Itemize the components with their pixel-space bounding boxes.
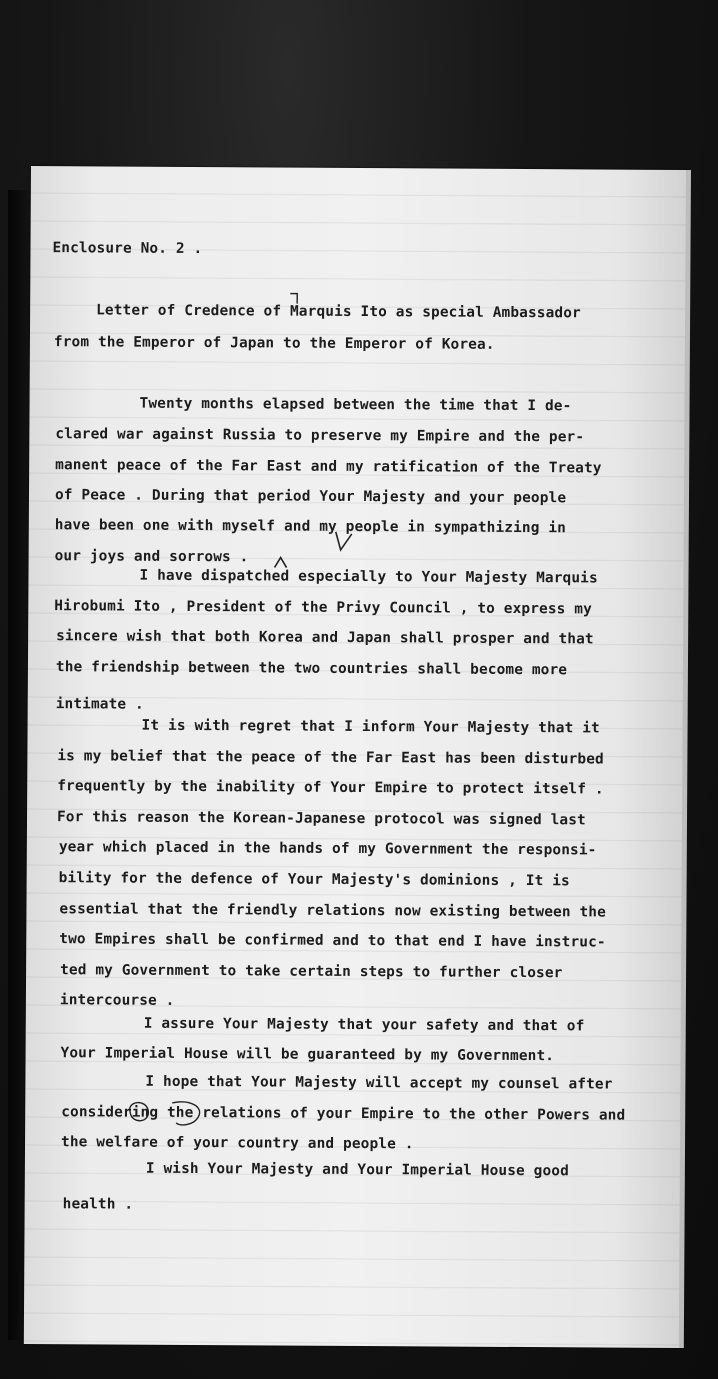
body-line: the welfare of your country and people .: [60, 1134, 414, 1153]
body-line: Twenty months elapsed between the time that I de-: [139, 395, 572, 415]
body-line: Your Imperial House will be guaranteed by my Government.: [60, 1045, 555, 1065]
body-line: manent peace of the Far East and my ratification of the Treaty: [55, 457, 602, 477]
body-line: is my belief that the peace of the Far East has been disturbed: [57, 748, 604, 768]
document-text: [49, 166, 673, 1213]
body-line: two Empires shall be confirmed and to that end I have instruc-: [59, 931, 606, 951]
body-line: ted my Government to take certain steps to further closer: [60, 962, 563, 982]
body-line: I wish Your Majesty and Your Imperial House good: [145, 1160, 569, 1180]
body-line: essential that the friendly relations now existing between the: [59, 901, 606, 921]
title-line-1: Letter of Credence of Marquis Ito as special Ambassador: [96, 302, 581, 322]
body-line: health .: [62, 1196, 134, 1213]
body-line: have been one with myself and my people in sympathizing in: [54, 517, 567, 537]
body-line: considering the relations of your Empire to the other Powers and: [61, 1104, 626, 1124]
body-line: I hope that Your Majesty will accept my counsel after: [145, 1073, 613, 1093]
body-line: intimate .: [55, 696, 144, 713]
body-line: intercourse .: [59, 992, 175, 1009]
title-line-2: from the Emperor of Japan to the Emperor of Korea.: [53, 334, 495, 353]
body-line: year which placed in the hands of my Government the responsi-: [58, 839, 597, 859]
body-line: It is with regret that I inform Your Majesty that it: [141, 717, 600, 737]
body-line: I assure Your Majesty that your safety and that of: [143, 1015, 585, 1035]
body-line: Hirobumi Ito , President of the Privy Council , to express my: [54, 598, 593, 618]
body-line: clared war against Russia to preserve my Empire and the per-: [55, 426, 585, 446]
body-line: sincere wish that both Korea and Japan shall prosper and that: [56, 628, 594, 648]
body-line: of Peace . During that period Your Majesty and your people: [54, 487, 567, 507]
body-line: For this reason the Korean-Japanese protocol was signed last: [56, 809, 586, 829]
body-line: the friendship between the two countries shall become more: [55, 659, 568, 679]
body-line: frequently by the inability of Your Empire to protect itself .: [57, 778, 604, 798]
enclosure-label: Enclosure No. 2 .: [52, 240, 203, 258]
body-line: I have dispatched especially to Your Majesty Marquis: [139, 567, 598, 587]
document-page: [24, 166, 687, 1348]
body-line: our joys and sorrows .: [54, 548, 249, 566]
body-line: bility for the defence of Your Majesty's dominions , It is: [58, 870, 570, 890]
